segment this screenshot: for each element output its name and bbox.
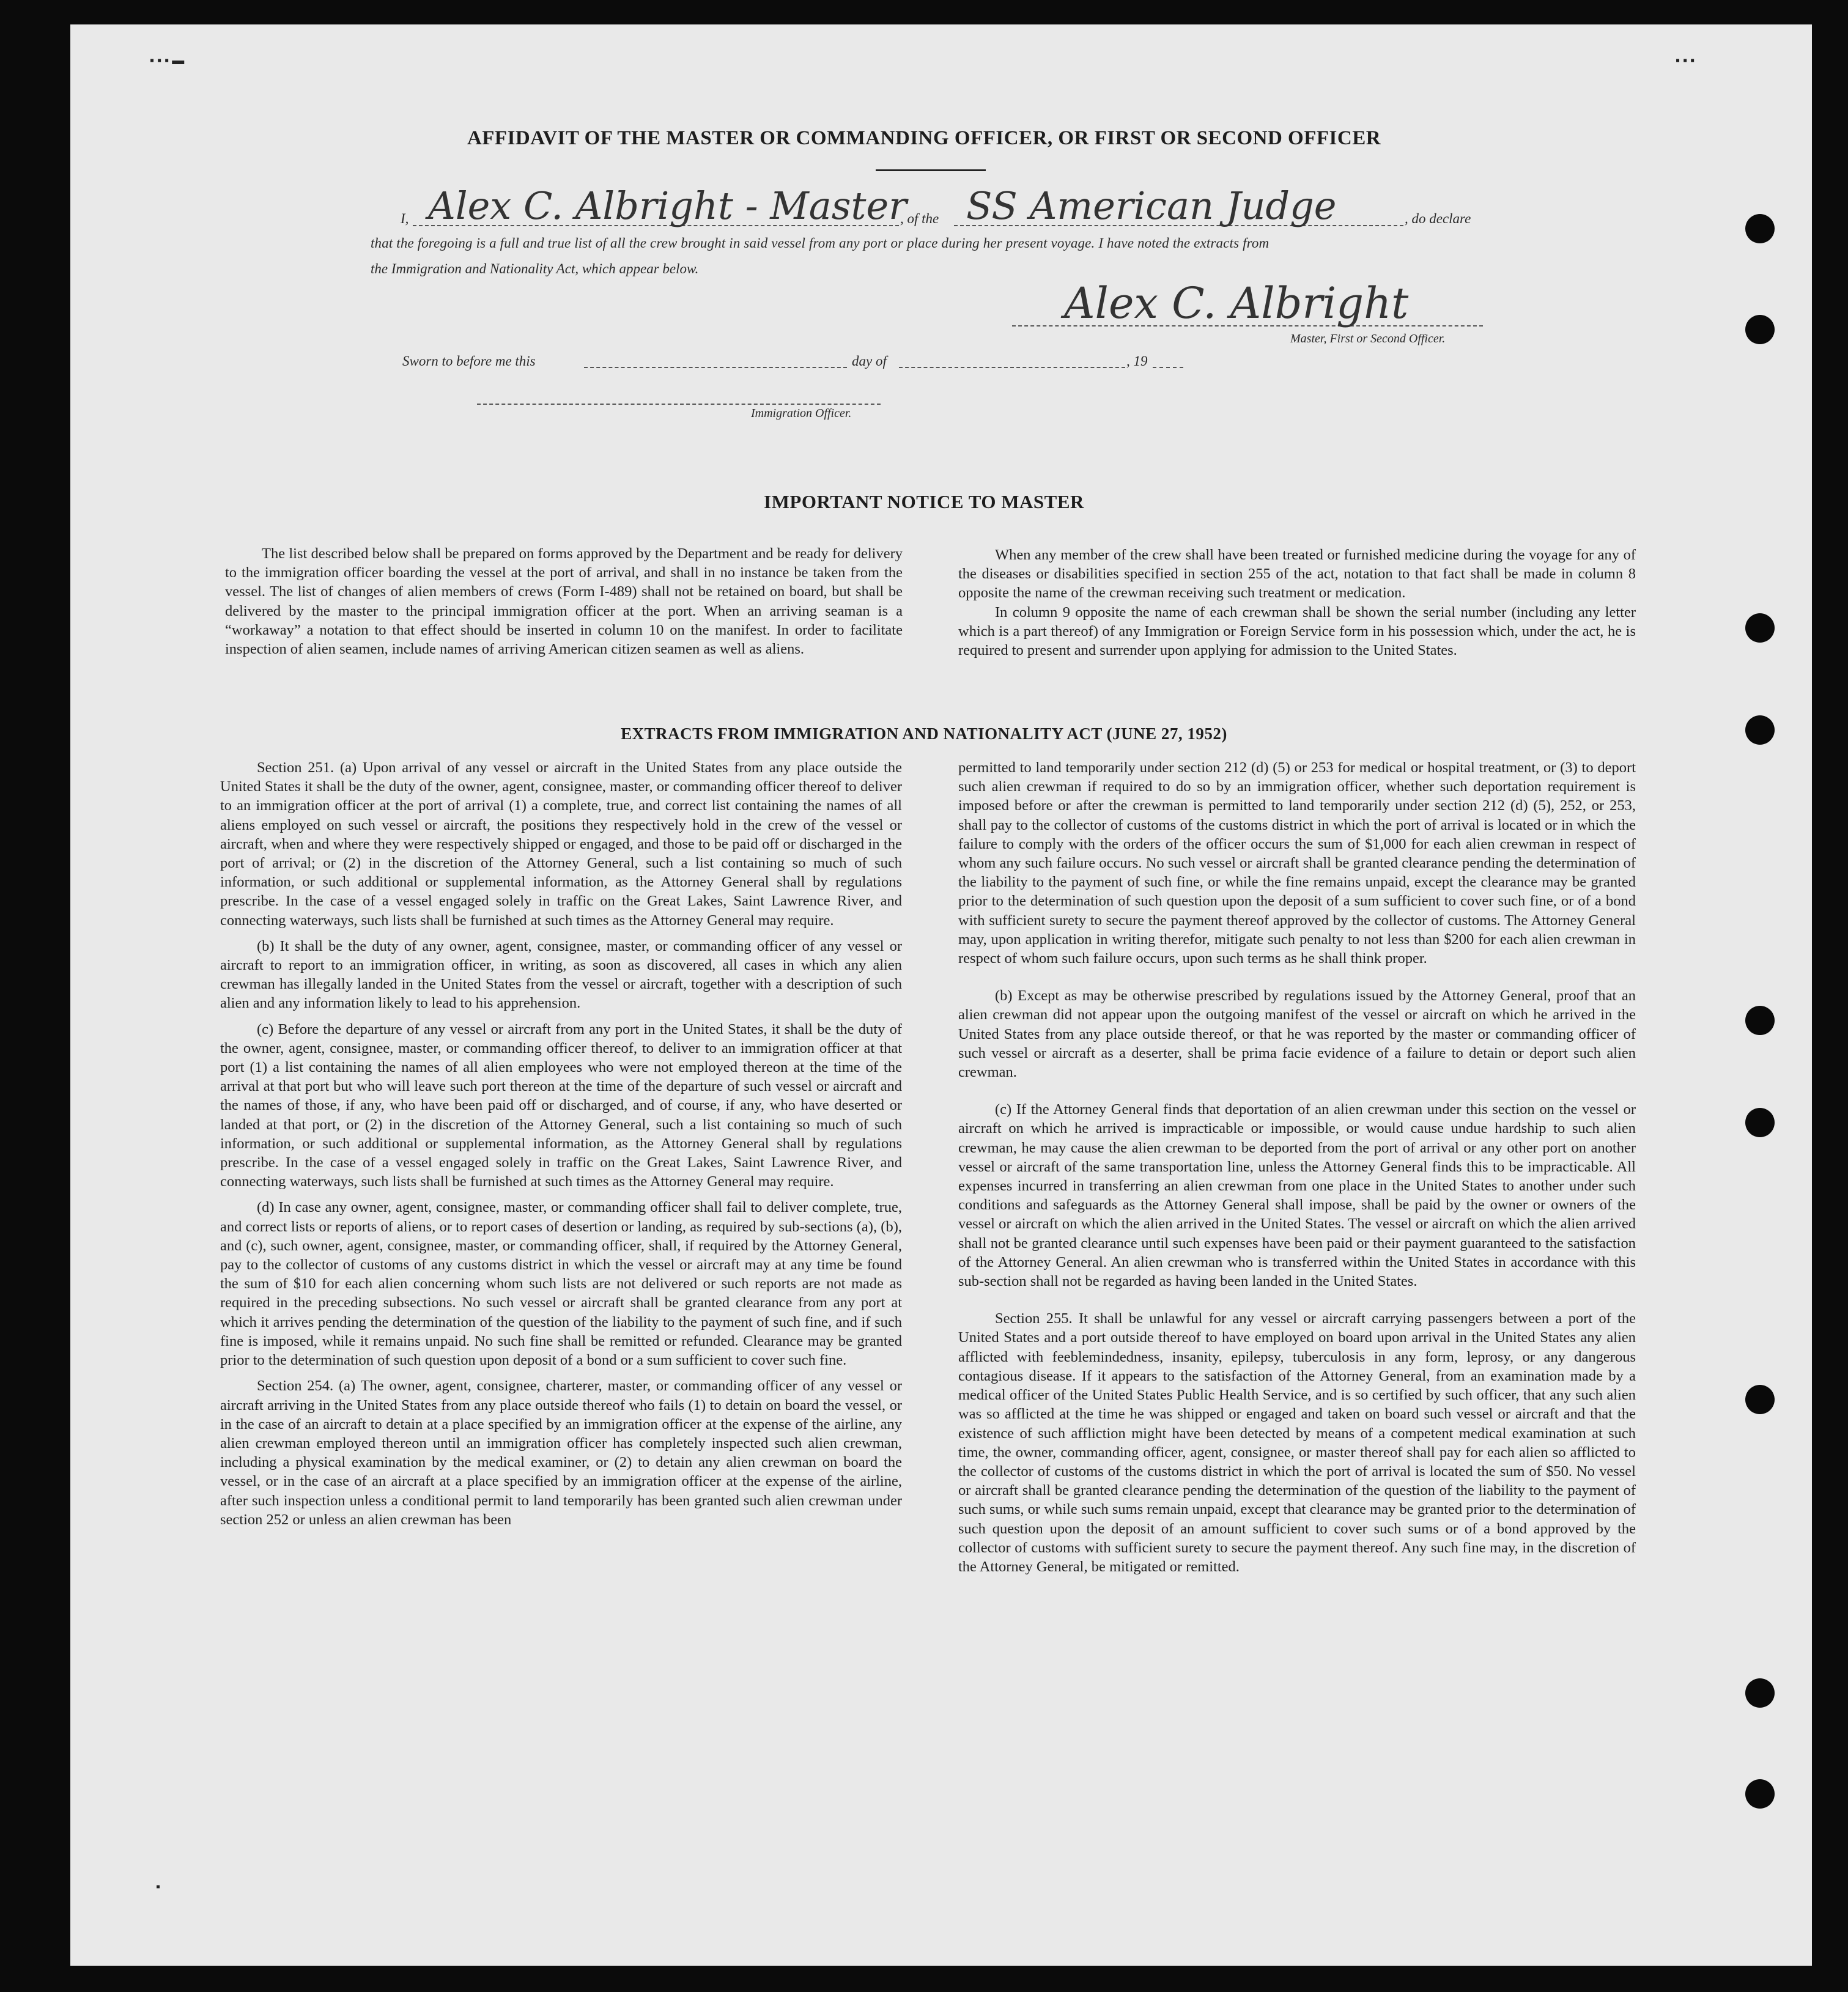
signature-handwritten: Alex C. Albright [1064,278,1409,328]
punch-hole [1745,1678,1775,1708]
sworn-label: Sworn to before me this [402,353,536,369]
punch-hole [1745,1385,1775,1414]
notice-right-paragraph-1: When any member of the crew shall have been treated or furnished medicine during the voyage for any of the diseases or disabilities specified in section 255 of the act, notation to that fact shall be made in column 8 opposite the name of the crewman receiving such treatment or medication. [958,547,1636,602]
section-254-a: Section 254. (a) The owner, agent, consignee, charterer, master, or commanding officer of any vessel or aircraft arriving in the United States from any place outside thereof who fails (1) to detain on board the vessel, or in the case of an aircraft to detain at a place specified by an immigration officer at the expense of the airline, any alien crewman employed thereon until an immigration officer has completely inspected such alien crewman, including a physical examination by the medical examiner, or (2) to detain any alien crewman on board the vessel, or in the case of an aircraft at a place specified by an immigration officer at the expense of the airline, after such inspection unless a conditional permit to land temporarily has been granted such alien crewman under section 252 or unless an alien crewman has been [220,1378,902,1528]
extracts-title: EXTRACTS FROM IMMIGRATION AND NATIONALITY ACT (JUNE 27, 1952) [621,725,1227,743]
title-rule [876,169,986,171]
year-label: , 19 [1126,353,1148,369]
scan-mark: ▪ [156,1880,161,1894]
officer-signature-line [477,404,881,405]
extracts-right-column [958,758,1636,1576]
scan-mark: ▪ ▪ ▪ [1676,54,1695,67]
do-declare-label: , do declare [1405,211,1471,226]
of-the-label: , of the [900,211,939,226]
section-251-c: (c) Before the departure of any vessel or aircraft from any port in the United States, it shall be the duty of the owner, agent, consignee, master, or commanding officer thereof, to deliver to an immigration officer at that port (1) a list containing the names of all alien employees who were not employed thereon at the time of the arrival at that port but who will leave such port thereon at the time of the departure of such vessel or aircraft and the names of those, if any, who have been paid off or discharged, and of course, if any, who have deserted or landed at that port, or (2) in the discretion of the Attorney General, such a list containing so much of such information, or such additional or supplemental information, as the Attorney General shall by regulations prescribe. In the case of a vessel engaged solely in traffic on the Great Lakes, Saint Lawrence River, and connecting waterways, such lists shall be furnished at such times as the Attorney General may require. [220,1020,902,1190]
notice-right-column [958,545,1636,660]
section-254-b: (b) Except as may be otherwise prescribed by regulations issued by the Attorney General, proof that an alien crewman did not appear upon the outgoing manifest of the vessel or aircraft on which he arrived in the United States from any place outside thereof, or that he was reported by the master or commanding officer of such vessel or aircraft as a deserter, shall be prima facie evidence of a failure to detain or deport such alien crewman. [958,987,1636,1081]
affidavit-title: AFFIDAVIT OF THE MASTER OR COMMANDING OFFICER, OR FIRST OR SECOND OFFICER [467,127,1381,149]
section-254-a-continued: permitted to land temporarily under section 212 (d) (5) or 253 for medical or hospital treatment, or (3) to deport such alien crewman if required to do so by an immigration officer, whether such deportation requirement is imposed before or after the crewman is permitted to land temporarily under section 212 (d) (5), 252, or 253, shall pay to the collector of customs of the customs district in which the port of arrival is located or in which the failure to comply with the orders of the officer occurs the sum of $1,000 for each alien crewman in respect of whom any such failure occurs. No such vessel or aircraft shall be granted clearance pending the determination of the liability to the payment of such fine, or while the fine remains unpaid, except the clearance may be granted prior to the determination of such question upon the deposit of a sum sufficient to cover such fine, or of a bond with sufficient surety to secure the payment thereof approved by the collector of customs. The Attorney General may, upon application in writing therefor, mitigate such penalty to not less than $200 for each alien crewman in respect of whom such failure occurs, upon such terms as he shall think proper. [958,759,1636,967]
punch-hole [1745,1108,1775,1137]
section-255: Section 255. It shall be unlawful for any vessel or aircraft carrying passengers between a port of the United States and a port outside thereof to have employed on board upon arrival in the United States any alien afflicted with feeblemindedness, insanity, epilepsy, tuberculosis in any form, leprosy, or any dangerous contagious disease. If it appears to the satisfaction of the Attorney General, from an examination made by a medical officer of the United States Public Health Service, and is so certified by such officer, that any such alien was so afflicted at the time he was shipped or engaged and taken on board such vessel or aircraft and that the existence of such affliction might have been detected by means of a competent medical examination at such time, the owner, commanding officer, agent, consignee, or master thereof shall pay for each alien so afflicted to the collector of customs of the customs district in which the port of arrival is located the sum of $50. No vessel or aircraft shall be granted clearance pending the determination of the question of the liability to the payment of such sums, or while such sums remain unpaid, except that clearance may be granted prior to the determination of such question upon the deposit of an amount sufficient to cover such sums or of a bond approved by the collector of customs with sufficient surety to secure the payment thereof. Any such fine may, in the discretion of the Attorney General, be mitigated or remitted. [958,1310,1636,1575]
punch-hole [1745,214,1775,243]
notice-right-paragraph-2: In column 9 opposite the name of each crewman shall be shown the serial number (including any letter which is a part thereof) of any Immigration or Foreign Service form in his possession which, under the act, he is required to present and surrender upon applying for admission to the United States. [958,603,1636,659]
extracts-left-column [220,758,902,1529]
punch-hole [1745,613,1775,643]
section-254-c: (c) If the Attorney General finds that deportation of an alien crewman under this section on the vessel or aircraft on which he arrived is impracticable or impossible, or would cause undue hardship to such alien crewman, he may cause the alien crewman to be deported from the port of arrival or any other port on another vessel or aircraft of the same transportation line, unless the Attorney General finds this to be impracticable. All expenses incurred in transferring an alien crewman from one place in the United States to another under such conditions and safeguards as the Attorney General shall impose, shall be paid by the owner or owners of the vessel or aircraft on which the alien arrived in the United States. The vessel or aircraft on which the alien arrived shall not be granted clearance until such expenses have been paid or their payment guaranteed to the satisfaction of the Attorney General. An alien crewman who is transferred within the United States in accordance with this sub-section shall not be regarded as having been landed in the United States. [958,1101,1636,1290]
notice-left-paragraph: The list described below shall be prepared on forms approved by the Department and be ready for delivery to the immigration officer boarding the vessel at the port of arrival, and shall in no instance be taken from the vessel. The list of changes of alien members of crews (Form I-489) shall not be retained on board, but shall be delivered by the master to the principal immigration officer at the port. When an arriving seaman is a “workaway” a notation to that effect should be inserted in column 10 on the manifest. In order to facilitate inspection of alien seamen, include names of arriving American citizen seamen as well as aliens. [225,545,903,658]
officer-caption: Immigration Officer. [751,407,852,420]
master-name-handwritten: Alex C. Albright - Master [428,183,907,228]
vessel-name-handwritten: SS American Judge [966,183,1337,228]
month-blank [899,367,1125,368]
affidavit-lead: I, [401,211,409,226]
punch-hole [1745,1006,1775,1035]
signer-caption: Master, First or Second Officer. [1290,332,1446,345]
punch-hole [1745,1779,1775,1809]
scan-mark: ▪ ▪ ▪ ▬ [150,54,185,67]
affidavit-line-2: that the foregoing is a full and true list of all the crew brought in said vessel from any port or place during her present voyage. I have noted the extracts from [371,235,1270,251]
section-251-b: (b) It shall be the duty of any owner, agent, consignee, master, or commanding officer of any vessel or aircraft to report to an immigration officer, in writing, as soon as discovered, all cases in which any alien crewman has illegally landed in the United States from the vessel or aircraft, together with a description of such alien and any information likely to lead to his apprehension. [220,937,902,1012]
section-251-d: (d) In case any owner, agent, consignee, master, or commanding officer shall fail to deliver complete, true, and correct lists or reports of aliens, or to report cases of desertion or landing, as required by sub-sections (a), (b), and (c), such owner, agent, consignee, master, or commanding officer, shall, if required by the Attorney General, pay to the collector of customs of any customs district in which the vessel or aircraft may at any time be found the sum of $10 for each alien concerning whom such lists are not delivered or such reports are not made as required in the preceding subsections. No such vessel or aircraft shall be granted clearance from any port at which it arrives pending the determination of the question of the liability to the payment of such fine, and if such fine is imposed, while it remains unpaid. No such fine shall be remitted or refunded. Clearance may be granted prior to the determination of such question upon deposit of a bond or a sum sufficient to cover such fine. [220,1199,902,1369]
day-of-label: day of [852,353,887,369]
punch-hole [1745,315,1775,344]
affidavit-line-3: the Immigration and Nationality Act, which appear below. [371,261,699,276]
notice-title: IMPORTANT NOTICE TO MASTER [764,491,1084,512]
section-251-a: Section 251. (a) Upon arrival of any vessel or aircraft in the United States from any place outside the United States it shall be the duty of the owner, agent, consignee, master, or commanding officer thereof to deliver to an immigration officer at the port of arrival (1) a complete, true, and correct list containing the names of all aliens employed on such vessel or aircraft, the positions they respectively hold in the crew of the vessel or aircraft, when and where they were respectively shipped or engaged, and those to be paid off or discharged in the port of arrival; or (2) in the discretion of the Attorney General, such a list containing so much of such information, or such additional or supplemental information, as the Attorney General shall by regulations prescribe. In the case of a vessel engaged solely in traffic on the Great Lakes, Saint Lawrence River, and connecting waterways, such lists shall be furnished at such times as the Attorney General may require. [220,759,902,929]
sworn-blank [584,367,847,368]
notice-left-column [225,544,903,658]
year-blank [1153,367,1183,368]
